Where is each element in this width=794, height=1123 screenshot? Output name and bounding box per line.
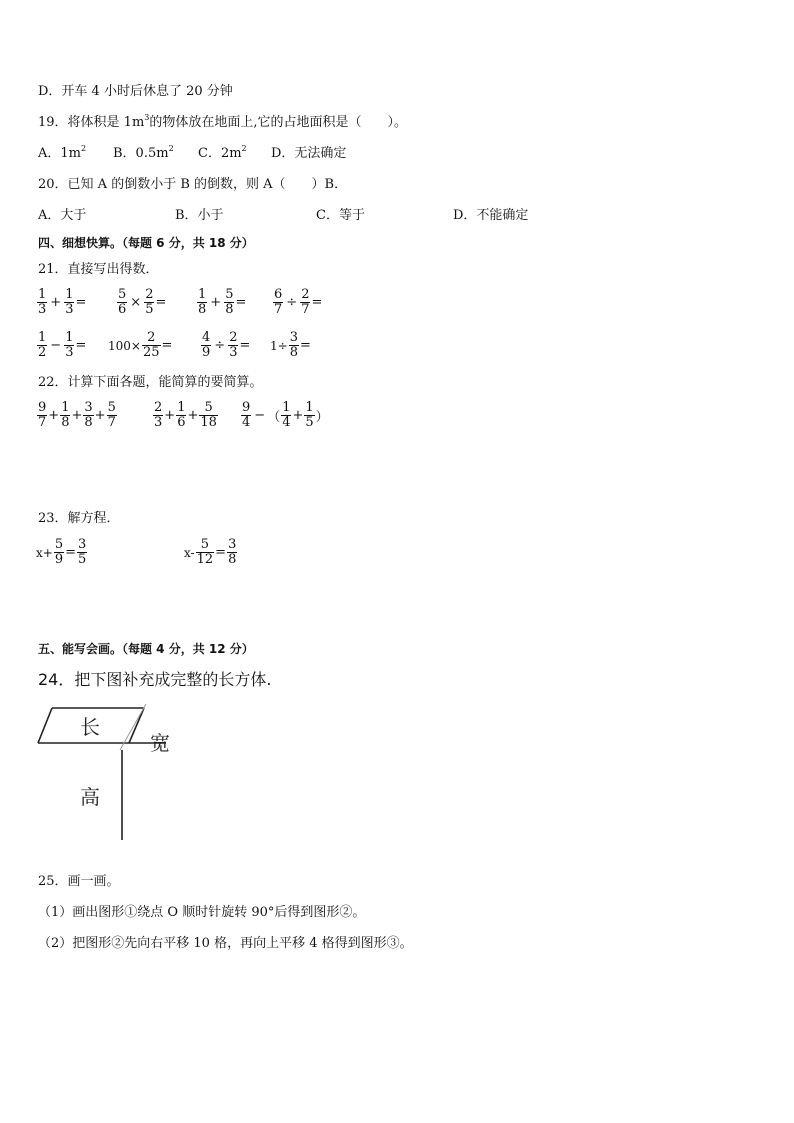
- numerator: 3: [289, 330, 298, 345]
- fraction: [117, 288, 127, 317]
- numerator: 2: [229, 330, 238, 345]
- denominator: 3: [229, 345, 238, 360]
- q19-stem: [38, 115, 407, 131]
- q19-option-b-label: B．0.5m: [113, 146, 169, 161]
- numerator: 6: [274, 287, 283, 302]
- fraction: [37, 331, 47, 360]
- operator: +: [48, 408, 60, 423]
- denominator: 25: [142, 345, 160, 360]
- numerator: 1: [65, 287, 74, 302]
- fraction: [224, 288, 234, 317]
- fraction: [107, 401, 117, 430]
- numerator: 3: [78, 537, 87, 552]
- q21-row-1: [36, 288, 376, 320]
- fraction: [37, 288, 47, 317]
- denominator: 8: [289, 345, 298, 360]
- equals-sign: =: [311, 295, 323, 310]
- fraction: [289, 331, 299, 360]
- q19-stem-text-after: 的物体放在地面上,它的占地面积是（ ）。: [149, 115, 408, 130]
- q23-equation-1: [36, 538, 88, 567]
- numerator: 5: [200, 537, 210, 552]
- q18-option-d: D．开车 4 小时后休息了 20 分钟: [38, 84, 233, 99]
- q20-option-c: C．等于: [316, 208, 365, 223]
- left-paren: （: [267, 410, 281, 425]
- cuboid-top-left-edge: [38, 708, 52, 743]
- fraction: [197, 288, 207, 317]
- operator: +: [94, 408, 106, 423]
- denominator: 7: [274, 302, 283, 317]
- numerator: 4: [202, 330, 211, 345]
- section-5-title: 五、能写会画。（每题 4 分，共 12 分）: [38, 642, 254, 656]
- numerator: 2: [301, 287, 310, 302]
- fraction: [199, 401, 218, 430]
- denominator: 3: [65, 302, 74, 317]
- q19-option-a: [38, 146, 86, 162]
- numerator: 3: [228, 537, 237, 552]
- equals-sign: =: [75, 295, 87, 310]
- numerator: 5: [107, 400, 116, 415]
- operator: +: [164, 408, 176, 423]
- numerator: 3: [84, 400, 93, 415]
- q23-equations: [36, 538, 276, 570]
- cuboid-sketch: [34, 698, 234, 846]
- fraction: [201, 331, 211, 360]
- denominator: 9: [202, 345, 211, 360]
- denominator: 3: [65, 345, 74, 360]
- q19-option-c: [198, 146, 247, 162]
- label-height: 高: [80, 785, 100, 809]
- equals-sign: =: [215, 545, 227, 560]
- q23-stem: 23．解方程．: [38, 511, 120, 526]
- q19-option-d-label: D．无法确定: [271, 146, 347, 161]
- equals-sign: =: [235, 295, 247, 310]
- numerator: 2: [145, 287, 154, 302]
- denominator: 7: [38, 415, 47, 430]
- numerator: 5: [204, 400, 213, 415]
- equals-sign: =: [65, 545, 77, 560]
- fraction: [304, 401, 314, 430]
- fraction: [227, 538, 237, 567]
- right-paren: ）: [315, 410, 329, 425]
- lead-term: 1÷: [270, 338, 288, 353]
- numerator: 1: [177, 400, 186, 415]
- numerator: 2: [147, 330, 156, 345]
- operator: −: [50, 338, 62, 353]
- q21-r2-expr-2: [108, 331, 172, 360]
- numerator: 1: [61, 400, 70, 415]
- denominator: 8: [61, 415, 70, 430]
- denominator: 4: [282, 415, 291, 430]
- fraction: [144, 288, 154, 317]
- denominator: 6: [177, 415, 186, 430]
- equals-sign: =: [75, 338, 87, 353]
- q21-r2-expr-3: [200, 331, 250, 360]
- denominator: 12: [196, 552, 214, 567]
- denominator: 4: [242, 415, 251, 430]
- operator: +: [292, 408, 304, 423]
- numerator: 1: [38, 330, 47, 345]
- q25-part-2: （2）把图形②先向右平移 10 格，再向上平移 4 格得到图形③。: [38, 936, 413, 951]
- numerator: 5: [225, 287, 234, 302]
- q20-option-a: A．大于: [38, 208, 87, 223]
- q19-stem-text: 19．将体积是 1m: [38, 115, 145, 130]
- denominator: 3: [154, 415, 163, 430]
- numerator: 1: [282, 400, 291, 415]
- fraction: [300, 288, 310, 317]
- fraction: [153, 401, 163, 430]
- operator: +: [50, 295, 62, 310]
- q21-row-2: [36, 331, 376, 363]
- numerator: 1: [305, 400, 314, 415]
- q22-expressions: [36, 401, 356, 437]
- q20-option-b: B．小于: [175, 208, 224, 223]
- numerator: 1: [198, 287, 207, 302]
- numerator: 5: [118, 287, 127, 302]
- fraction: [241, 401, 251, 430]
- fraction: [142, 331, 161, 360]
- section-4-title: 四、细想快算。（每题 6 分，共 18 分）: [38, 236, 254, 250]
- fraction: [77, 538, 87, 567]
- q22-expr-3: [240, 401, 329, 430]
- denominator: 3: [38, 302, 47, 317]
- denominator: 8: [228, 552, 237, 567]
- cuboid-top-right-edge: [129, 708, 144, 743]
- equals-sign: =: [299, 338, 311, 353]
- q23-equation-2: [184, 538, 238, 567]
- q21-stem: 21．直接写出得数．: [38, 262, 159, 277]
- equals-sign: =: [155, 295, 167, 310]
- q21-r1-expr-1: [36, 288, 86, 317]
- lead-term: 100×: [108, 338, 141, 353]
- q21-r1-expr-4: [272, 288, 322, 317]
- q19-option-b: [113, 146, 174, 162]
- denominator: 18: [200, 415, 217, 430]
- fraction: [64, 331, 74, 360]
- denominator: 7: [107, 415, 116, 430]
- fraction: [281, 401, 291, 430]
- q20-stem: 20．已知 A 的倒数小于 B 的倒数，则 A（ ）B．: [38, 177, 348, 192]
- denominator: 5: [78, 552, 87, 567]
- numerator: 5: [54, 537, 64, 552]
- q19-option-a-sup: 2: [81, 144, 87, 153]
- q21-r2-expr-1: [36, 331, 86, 360]
- numerator: 2: [154, 400, 163, 415]
- fraction: [273, 288, 283, 317]
- denominator: 8: [198, 302, 207, 317]
- operator: +: [71, 408, 83, 423]
- denominator: 5: [305, 415, 314, 430]
- variable-term: x-: [184, 545, 195, 560]
- equals-sign: =: [239, 338, 251, 353]
- operator: −: [254, 408, 266, 423]
- q22-stem: 22．计算下面各题，能简算的要简算。: [38, 375, 263, 390]
- q22-expr-1: [36, 401, 118, 430]
- numerator: 1: [38, 287, 47, 302]
- label-width: 宽: [150, 731, 170, 755]
- denominator: 5: [145, 302, 154, 317]
- q25-stem: 25．画一画。: [38, 874, 120, 889]
- fraction: [176, 401, 186, 430]
- numerator: 9: [242, 400, 251, 415]
- q21-r2-expr-4: [270, 331, 311, 360]
- operator: +: [210, 295, 222, 310]
- denominator: 8: [225, 302, 234, 317]
- fraction: [54, 538, 64, 567]
- q20-option-d: D．不能确定: [453, 208, 529, 223]
- fraction: [37, 401, 47, 430]
- operator: ×: [130, 295, 142, 310]
- q19-option-c-sup: 2: [241, 144, 247, 153]
- denominator: 9: [54, 552, 64, 567]
- denominator: 6: [118, 302, 127, 317]
- denominator: 2: [38, 345, 47, 360]
- q19-stem-sup: 3: [144, 113, 150, 122]
- q21-r1-expr-3: [196, 288, 246, 317]
- fraction: [64, 288, 74, 317]
- q19-option-b-sup: 2: [168, 144, 174, 153]
- denominator: 8: [84, 415, 93, 430]
- operator: ÷: [214, 338, 226, 353]
- q24-stem: 24．把下图补充成完整的长方体.: [38, 670, 272, 689]
- q19-option-d: [271, 146, 346, 162]
- operator: +: [187, 408, 199, 423]
- variable-term: x+: [36, 545, 53, 560]
- q19-option-c-label: C．2m: [198, 146, 242, 161]
- fraction: [196, 538, 215, 567]
- equals-sign: =: [161, 338, 173, 353]
- fraction: [83, 401, 93, 430]
- operator: ÷: [286, 295, 298, 310]
- q22-expr-2: [152, 401, 219, 430]
- q21-r1-expr-2: [116, 288, 166, 317]
- fraction: [60, 401, 70, 430]
- numerator: 1: [65, 330, 74, 345]
- label-length: 长: [80, 715, 100, 739]
- fraction: [228, 331, 238, 360]
- denominator: 7: [301, 302, 310, 317]
- q19-option-a-label: A．1m: [38, 146, 81, 161]
- numerator: 9: [38, 400, 47, 415]
- q25-part-1: （1）画出图形①绕点 O 顺时针旋转 90°后得到图形②。: [38, 905, 366, 920]
